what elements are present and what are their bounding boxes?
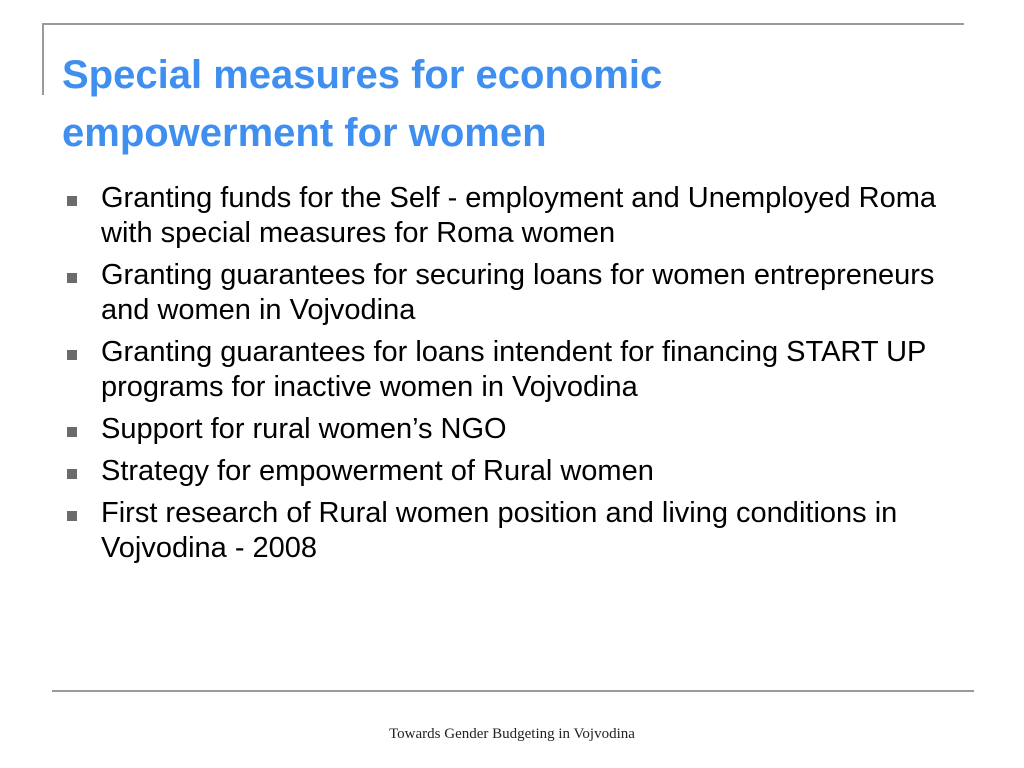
bullet-item xyxy=(65,181,970,251)
top-rule xyxy=(42,23,964,25)
bottom-rule xyxy=(52,690,974,692)
bullet-text: Granting funds for the Self - employment and Unemployed Roma with special measures for Roma women xyxy=(101,182,936,249)
bullet-item xyxy=(65,258,970,328)
bullet-item xyxy=(65,454,970,489)
bullet-text: Granting guarantees for securing loans for women entrepreneurs and women in Vojvodina xyxy=(101,259,935,326)
bullet-text: Strategy for empowerment of Rural women xyxy=(101,455,654,487)
bullet-text: Support for rural women’s NGO xyxy=(101,413,507,445)
bullet-text: Granting guarantees for loans intendent for financing START UP programs for inactive women in Vojvodina xyxy=(101,336,926,403)
square-bullet-icon xyxy=(67,273,77,283)
bullet-text: First research of Rural women position and living conditions in Vojvodina - 2008 xyxy=(101,497,898,564)
bullet-item xyxy=(65,335,970,405)
square-bullet-icon xyxy=(67,427,77,437)
left-rule xyxy=(42,23,44,95)
bullet-item xyxy=(65,496,970,566)
square-bullet-icon xyxy=(67,511,77,521)
slide-title xyxy=(62,46,962,162)
square-bullet-icon xyxy=(67,350,77,360)
slide-footer: Towards Gender Budgeting in Vojvodina xyxy=(389,726,635,742)
title-line-2: empowerment for women xyxy=(62,111,547,155)
title-line-1: Special measures for economic xyxy=(62,53,663,97)
bullet-item xyxy=(65,412,970,447)
square-bullet-icon xyxy=(67,196,77,206)
bullet-list xyxy=(65,181,970,573)
square-bullet-icon xyxy=(67,469,77,479)
